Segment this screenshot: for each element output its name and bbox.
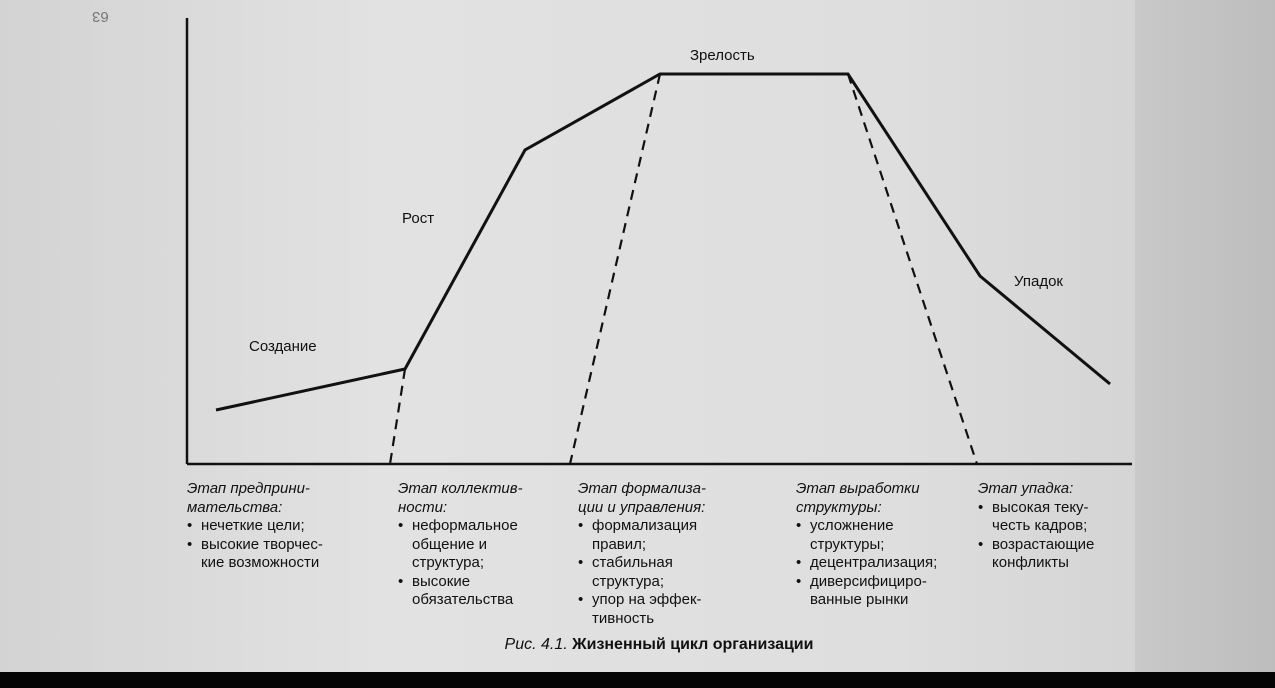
stage-decline [978,480,1128,573]
stage-item: • неформальное общение и структура; [398,517,568,573]
page-number: 63 [92,8,109,25]
stage-item: • высокие обязательства [398,573,568,610]
stage-collectivity [398,480,568,610]
stage-entrepreneurial [187,480,382,573]
curve-label-creation: Создание [249,338,317,355]
stage-heading: Этап формализа- ции и управления: [578,480,706,516]
stage-divider-2 [570,74,660,464]
stage-item: • высокая теку- честь кадров; [978,499,1128,536]
figure-number: Рис. 4.1. [504,636,568,653]
curve-label-maturity: Зрелость [690,47,755,64]
figure-title: Жизненный цикл организации [572,636,814,653]
figure-caption [0,636,1275,654]
stage-divider-3 [848,74,977,464]
stage-item: • стабильная структура; [578,554,773,591]
stage-divider-1 [390,369,405,464]
stage-item: • возрастающие конфликты [978,536,1128,573]
scan-border [0,672,1275,688]
stage-item: • формализация правил; [578,517,773,554]
stage-formalization [578,480,773,628]
stage-item: • упор на эффек- тивность [578,591,773,628]
stage-item: • децентрализация; [796,554,976,573]
stage-heading: Этап коллектив- ности: [398,480,523,516]
curve-label-decline: Упадок [1014,273,1063,290]
lifecycle-curve [216,74,1110,410]
stage-item: • усложнение структуры; [796,517,976,554]
stage-heading: Этап упадка: [978,480,1074,497]
stage-item: • нечеткие цели; [187,517,382,536]
stage-heading: Этап выработки структуры: [796,480,920,516]
stage-item: • высокие творчес- кие возможности [187,536,382,573]
stage-item: • диверсифициро- ванные рынки [796,573,976,610]
stage-heading: Этап предприни- мательства: [187,480,310,516]
curve-label-growth: Рост [402,210,435,227]
stage-structure [796,480,976,610]
